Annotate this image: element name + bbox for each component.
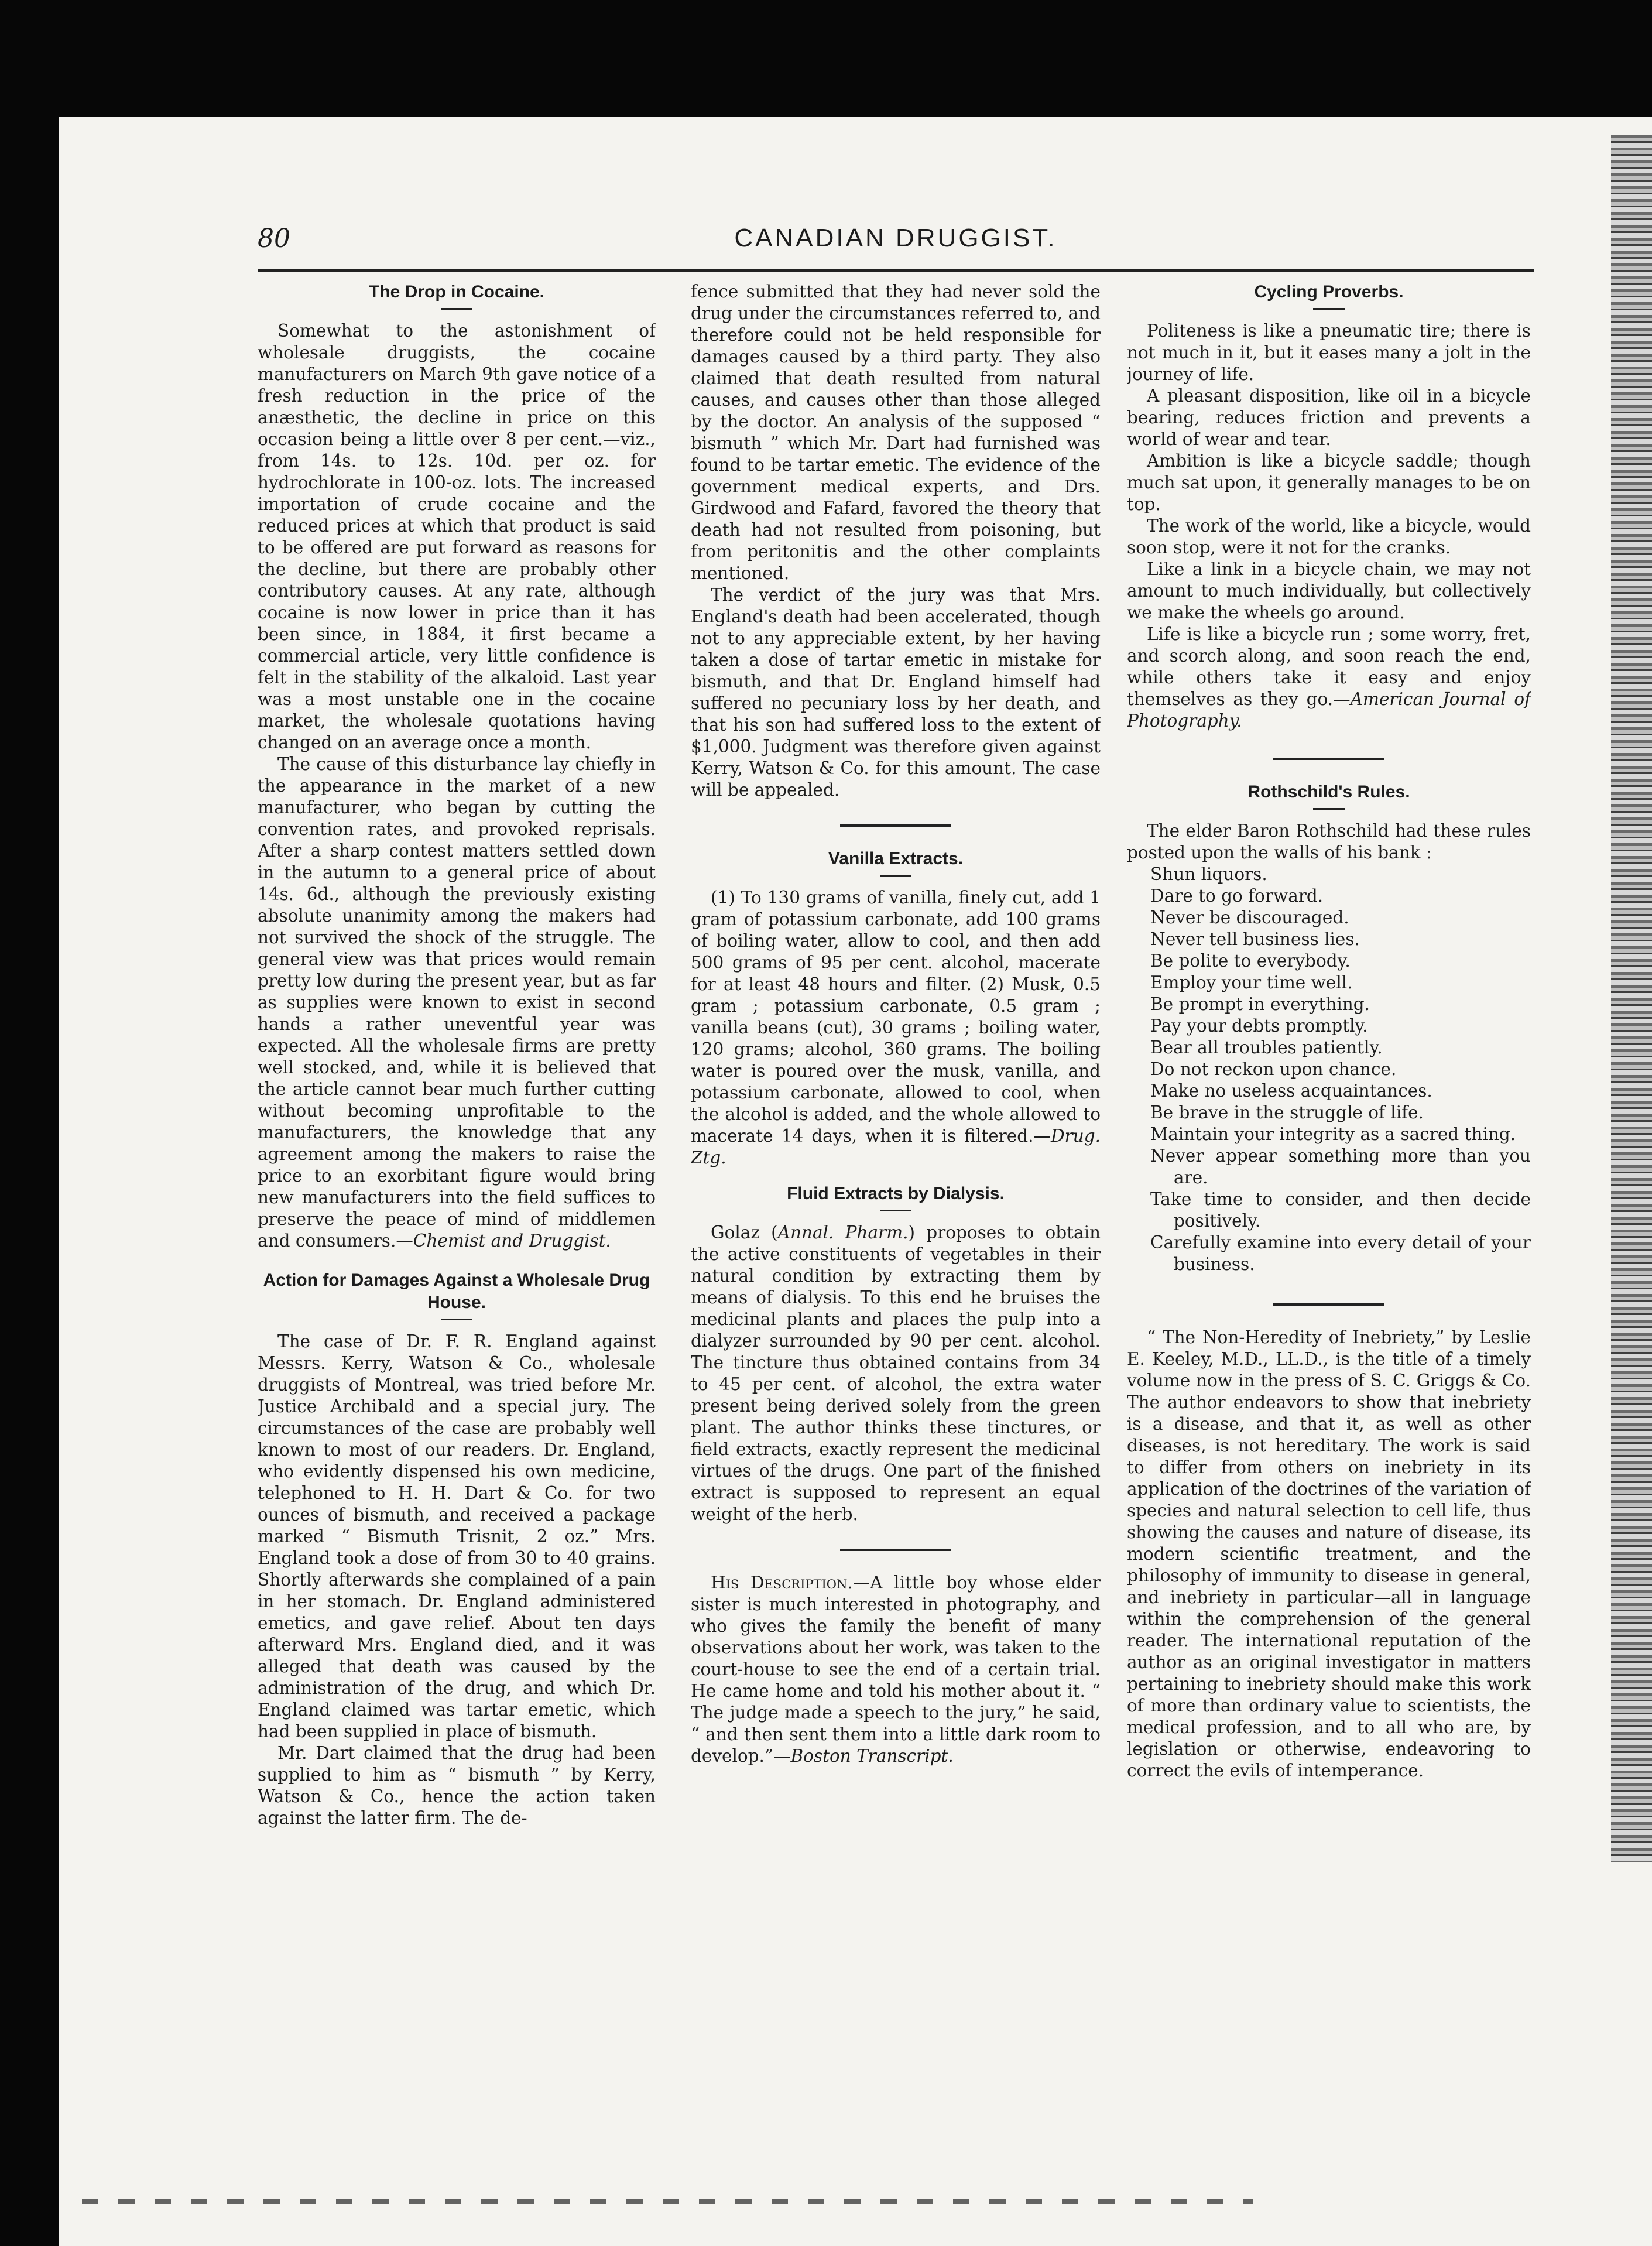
article-damages	[258, 1269, 656, 1829]
paragraph-text: Life is like a bicycle run ; some worry, fret, and scorch along, and soon reach the end, while others take it easy and enjoy themselves as they go.—	[1127, 624, 1531, 709]
list-item: Shun liquors.	[1150, 864, 1267, 884]
article-dialysis	[691, 1183, 1101, 1525]
paragraph: The verdict of the jury was that Mrs. England's death had been accelerated, though not to any appreciable extent, by her having taken a dose of tartar emetic in mistake for bismuth, and that Dr. England himself had suffered no pecuniary loss by her death, and that his son had suffered loss to the extent of $1,000. Judgment was therefore given against Kerry, Watson & Co. for this amount. The case will be appealed.	[691, 585, 1101, 800]
article-damages-continued	[691, 281, 1101, 801]
list-item: Be brave in the struggle of life.	[1150, 1103, 1424, 1122]
paragraph: Somewhat to the astonishment of wholesale druggists, the cocaine manufacturers on March 9th gave notice of a fresh reduction in the price of the anæsthetic, the decline in price on this occasion being a little over 8 per cent.—viz., from 14s. to 12s. 10d. per oz. for hydrochlorate in 100-oz. lots. The increased importation of crude cocaine and the reduced prices at which that product is said to be offered are put forward as reasons for the decline, but there are probably other contributory causes. At any rate, although cocaine is now lower in price than it has been since, in 1884, it first became a commercial article, very little confidence is felt in the stability of the alkaloid. Last year was a most unstable one in the cocaine market, the wholesale quotations having changed on an average once a month.	[258, 321, 656, 752]
article-title: Action for Damages Against a Wholesale Drug House.	[263, 1271, 650, 1312]
article-inebriety	[1127, 1327, 1531, 1782]
article-rothschild	[1127, 781, 1531, 1275]
list-item: Employ your time well.	[1150, 973, 1353, 992]
title-dash	[441, 308, 472, 310]
article-title: Rothschild's Rules.	[1247, 782, 1410, 802]
paragraph: Politeness is like a pneumatic tire; there is not much in it, but it eases many a jolt in the journey of life.	[1127, 321, 1531, 384]
running-head: CANADIAN DRUGGIST.	[734, 224, 1057, 252]
scan-bottom-noise	[82, 2199, 1253, 2204]
list-item: Be polite to everybody.	[1150, 951, 1351, 971]
title-dash	[880, 1210, 911, 1211]
scan-dark-border-left	[0, 0, 59, 2246]
page-number: 80	[258, 224, 290, 254]
list-item: Pay your debts promptly.	[1150, 1016, 1368, 1036]
article-title: Cycling Proverbs.	[1254, 282, 1404, 302]
paragraph	[1127, 624, 1531, 732]
list-item: Carefully examine into every detail of your business.	[1150, 1232, 1531, 1274]
article-title: Fluid Extracts by Dialysis.	[787, 1184, 1005, 1203]
paragraph: Mr. Dart claimed that the drug had been supplied to him as “ bismuth ” by Kerry, Watson & Co., hence the action taken against the latter firm. The de-	[258, 1743, 656, 1828]
paragraph: A pleasant disposition, like oil in a bicycle bearing, reduces friction and prevents a world of wear and tear.	[1127, 386, 1531, 449]
source-credit: American Journal of Photography.	[1127, 689, 1531, 731]
paragraph: The elder Baron Rothschild had these rules posted upon the walls of his bank :	[1127, 821, 1531, 862]
paragraph-text: —A little boy whose elder sister is much interested in photography, and who gives the family the benefit of many observations about her work, was taken to the court-house to see the end of a certain trial. He came home and told his mother about it. “ The judge made a speech to the jury,” he said, “ and then sent them into a little dark room to develop.”—	[691, 1573, 1101, 1766]
paragraph	[691, 1222, 1101, 1525]
paragraph-text: (1) To 130 grams of vanilla, finely cut, add 1 gram of potassium carbonate, add 100 grams of boiling water, allow to cool, and then add 500 grams of 95 per cent. alcohol, macerate for at least 48 hours and filter. (2) Musk, 0.5 gram ; potassium carbonate, 0.5 gram ; vanilla beans (cut), 30 grams ; boiling water, 120 grams; alcohol, 360 grams. The boiling water is poured over the musk, vanilla, and potassium carbonate, allowed to cool, when the alcohol is added, and the whole allowed to macerate 14 days, when it is filtered.—	[691, 888, 1101, 1146]
list-item: Never appear something more than you are.	[1150, 1146, 1531, 1187]
list-item: Bear all troubles patiently.	[1150, 1038, 1383, 1057]
paragraph	[691, 887, 1101, 1169]
list-item: Be prompt in everything.	[1150, 994, 1370, 1014]
section-rule	[1273, 1303, 1384, 1306]
paragraph-text: ) proposes to obtain the active constituents of vegetables in their natural condition by extracting them by means of dialysis. To this end he bruises the medicinal plants and places the pulp into a dialyzer surrounded by 90 per cent. alcohol. The tincture thus obtained contains from 34 to 45 per cent. of alcohol, the extra water present being derived solely from the green plant. The author thinks these tinctures, or field extracts, exactly represent the medicinal virtues of the drugs. One part of the finished extract is supposed to represent an equal weight of the herb.	[691, 1223, 1101, 1524]
source-credit: Boston Transcript.	[790, 1746, 954, 1766]
scan-edge-strip	[1611, 135, 1652, 1862]
paragraph: Ambition is like a bicycle saddle; though much sat upon, it generally manages to be on top.	[1127, 451, 1531, 514]
article-title: Vanilla Extracts.	[828, 849, 964, 868]
scan-dark-border-top	[0, 0, 1652, 117]
section-rule	[840, 1549, 951, 1551]
paragraph	[691, 1572, 1101, 1767]
title-dash	[441, 1319, 472, 1320]
column-3	[1127, 281, 1531, 2038]
title-dash	[880, 875, 911, 877]
header-rule	[258, 269, 1534, 272]
article-vanilla	[691, 848, 1101, 1169]
rules-list	[1127, 864, 1531, 1275]
section-rule	[840, 824, 951, 827]
paragraph: The work of the world, like a bicycle, would soon stop, were it not for the cranks.	[1127, 516, 1531, 557]
paragraph	[258, 754, 656, 1252]
paragraph-text: Golaz (	[711, 1223, 778, 1242]
journal-citation: Annal. Pharm.	[777, 1223, 909, 1242]
source-credit: Chemist and Druggist.	[413, 1231, 611, 1251]
list-item: Dare to go forward.	[1150, 886, 1324, 906]
article-title: The Drop in Cocaine.	[368, 282, 545, 302]
paragraph-text: The cause of this disturbance lay chiefly in the appearance in the market of a new manufacturer, who began by cutting the convention rates, and provoked reprisals. After a sharp contest matters settled down in the autumn to a general price of about 14s. 6d., although the previously existing absolute unanimity among the makers had not survived the shock of the struggle. The general view was that prices would remain pretty low during the present year, but as far as supplies were known to exist in second hands a rather uneventful year was expected. All the wholesale firms are pretty well stocked, and, while it is believed that the article cannot bear much further cutting without becoming unprofitable to the manufacturers, the knowledge that any agreement among the makers to raise the price to an exorbitant figure would bring new manufacturers into the field suffices to preserve the peace of mind of middlemen and consumers.—	[258, 754, 656, 1251]
paragraph: Like a link in a bicycle chain, we may not amount to much individually, but collectively we make the wheels go around.	[1127, 559, 1531, 622]
list-item: Do not reckon upon chance.	[1150, 1059, 1397, 1079]
run-in-heading: His Description.	[711, 1573, 853, 1593]
paragraph: fence submitted that they had never sold the drug under the circumstances referred to, and therefore could not be held responsible for damages caused by a third party. They also claimed that death resulted from natural causes, and causes other than those alleged by the doctor. An analysis of the supposed “ bismuth ” which Mr. Dart had furnished was found to be tartar emetic. The evidence of the government medical experts, and Drs. Girdwood and Fafard, favored the theory that death had not resulted from poisoning, but from peritonitis and the other complaints mentioned.	[691, 282, 1101, 583]
page-header	[258, 224, 1534, 260]
article-cocaine	[258, 281, 656, 1252]
column-1	[258, 281, 656, 2038]
list-item: Take time to consider, and then decide positively.	[1150, 1189, 1531, 1231]
column-2	[691, 281, 1101, 2038]
title-dash	[1313, 808, 1345, 810]
list-item: Maintain your integrity as a sacred thing.	[1150, 1124, 1516, 1144]
article-description	[691, 1572, 1101, 1767]
paragraph: The case of Dr. F. R. England against Messrs. Kerry, Watson & Co., wholesale druggists of Montreal, was tried before Mr. Justice Archibald and a special jury. The circumstances of the case are probably well known to most of our readers. Dr. England, who evidently dispensed his own medicine, telephoned to H. H. Dart & Co. for two ounces of bismuth, and received a package marked “ Bismuth Trisnit, 2 oz.” Mrs. England took a dose of from 30 to 40 grains. Shortly afterwards she complained of a pain in her stomach. Dr. England administered emetics, and gave relief. About ten days afterward Mrs. England died, and it was alleged that death was caused by the administration of the drug, and which Dr. England claimed was tartar emetic, which had been supplied in place of bismuth.	[258, 1331, 656, 1741]
source-credit: Drug. Ztg.	[691, 1126, 1101, 1167]
article-cycling	[1127, 281, 1531, 732]
paragraph: “ The Non-Heredity of Inebriety,” by Leslie E. Keeley, M.D., LL.D., is the title of a timely volume now in the press of S. C. Griggs & Co. The author endeavors to show that inebriety is a disease, and that it, as well as other diseases, is not hereditary. The work is said to differ from others on inebriety in its application of the doctrines of the variation of species and natural selection to cell life, thus showing the causes and nature of disease, its modern scientific treatment, and the philosophy of immunity to disease in general, and inebriety in particular—all in language within the comprehension of the general reader. The international reputation of the author as an original investigator in matters pertaining to inebriety should make this work of more than ordinary value to scientists, the medical profession, and to all who are, by legislation or otherwise, endeavoring to correct the evils of intemperance.	[1127, 1327, 1531, 1781]
list-item: Never be discouraged.	[1150, 908, 1349, 927]
title-dash	[1313, 308, 1345, 310]
list-item: Never tell business lies.	[1150, 929, 1360, 949]
section-rule	[1273, 758, 1384, 760]
list-item: Make no useless acquaintances.	[1150, 1081, 1432, 1101]
